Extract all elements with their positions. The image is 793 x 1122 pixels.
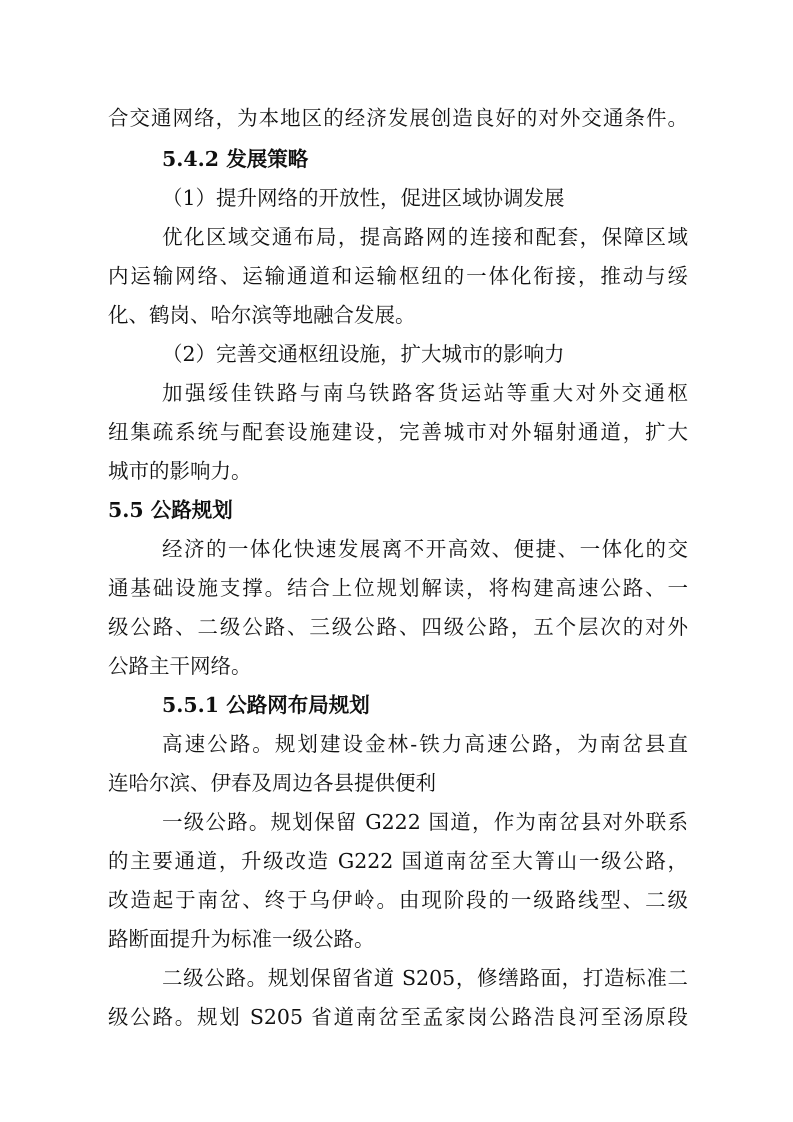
paragraph-line: 公路主干网络。	[108, 654, 252, 678]
paragraph-line: 合交通网络，为本地区的经济发展创造良好的对外交通条件。	[108, 106, 688, 130]
section-heading-5-5-1: 5.5.1 公路网布局规划	[162, 693, 370, 717]
paragraph-line: 化、鹤岗、哈尔滨等地融合发展。	[108, 303, 416, 327]
paragraph-line: 级公路、二级公路、三级公路、四级公路，五个层次的对外	[108, 615, 688, 639]
subsection-heading: （2）完善交通枢纽设施，扩大城市的影响力	[162, 342, 565, 366]
paragraph-line: 一级公路。规划保留 G222 国道，作为南岔县对外联系	[162, 810, 688, 834]
paragraph-line: 连哈尔滨、伊春及周边各县提供便利	[108, 771, 436, 795]
paragraph-line: 内运输网络、运输通道和运输枢纽的一体化衔接，推动与绥	[108, 264, 688, 288]
paragraph-line: 城市的影响力。	[108, 459, 252, 483]
section-heading-5-5: 5.5 公路规划	[108, 498, 233, 522]
paragraph-line: 纽集疏系统与配套设施建设，完善城市对外辐射通道，扩大	[108, 420, 688, 444]
paragraph-line: 二级公路。规划保留省道 S205，修缮路面，打造标准二	[162, 966, 688, 990]
paragraph-line: 加强绥佳铁路与南乌铁路客货运站等重大对外交通枢	[162, 381, 688, 405]
paragraph-line: 优化区域交通布局，提高路网的连接和配套，保障区域	[162, 225, 688, 249]
paragraph-line: 改造起于南岔、终于乌伊岭。由现阶段的一级路线型、二级	[108, 888, 688, 912]
subsection-heading: （1）提升网络的开放性，促进区域协调发展	[162, 186, 565, 210]
paragraph-line: 经济的一体化快速发展离不开高效、便捷、一体化的交	[162, 537, 688, 561]
paragraph-line: 通基础设施支撑。结合上位规划解读，将构建高速公路、一	[108, 576, 688, 600]
paragraph-line: 的主要通道，升级改造 G222 国道南岔至大箐山一级公路，	[108, 849, 688, 873]
paragraph-line: 高速公路。规划建设金林-铁力高速公路，为南岔县直	[162, 732, 688, 756]
paragraph-line: 级公路。规划 S205 省道南岔至孟家岗公路浩良河至汤原段	[108, 1005, 688, 1029]
paragraph-line: 路断面提升为标准一级公路。	[108, 927, 375, 951]
section-heading-5-4-2: 5.4.2 发展策略	[162, 147, 309, 171]
